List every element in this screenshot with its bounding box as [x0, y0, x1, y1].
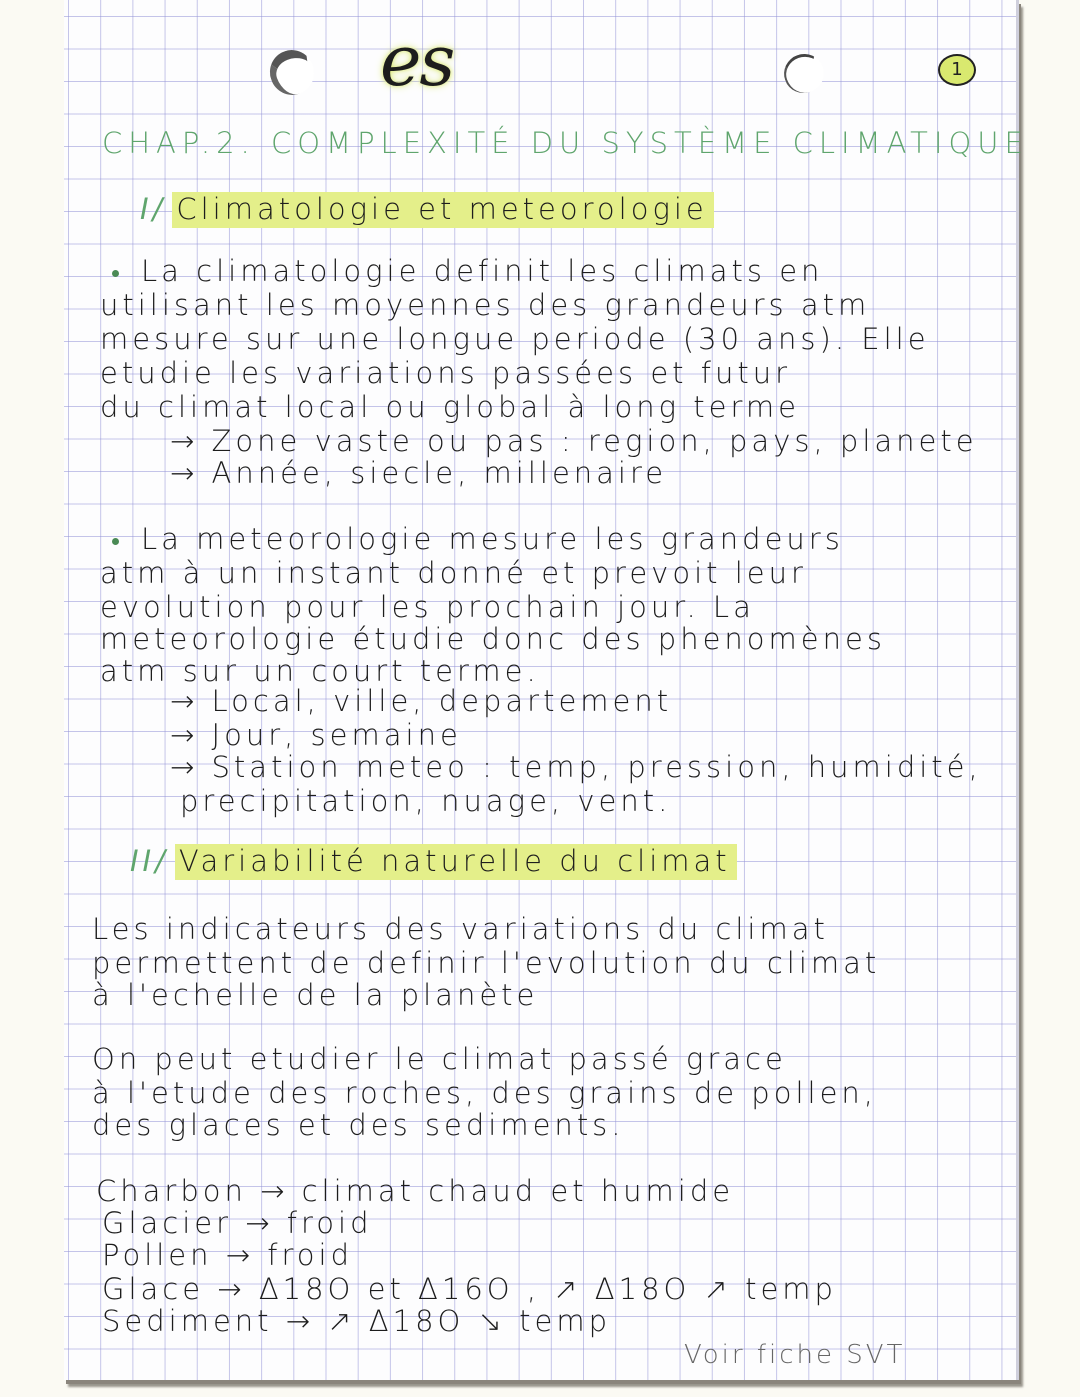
section1-heading: [140, 192, 714, 226]
indicator-line: Pollen → froid: [102, 1238, 353, 1272]
bullet-icon: [112, 538, 119, 545]
text-line: meteorologie étudie donc des phenomènes: [100, 622, 886, 656]
indicator-line: Glace → Δ18O et Δ16O , ↗ Δ18O ↗ temp: [102, 1272, 837, 1306]
page-number-badge: 1: [938, 54, 976, 86]
bullet-icon: [112, 270, 119, 277]
footnote: Voir fiche SVT: [684, 1340, 906, 1370]
text-line: du climat local ou global à long terme: [100, 390, 800, 424]
text-line: permettent de definir l'evolution du climat: [92, 946, 881, 980]
indicator-line: Charbon → climat chaud et humide: [96, 1174, 735, 1208]
text-line: Les indicateurs des variations du climat: [92, 912, 829, 946]
list-point: → Année, siecle, millenaire: [170, 456, 668, 490]
text-line: à l'etude des roches, des grains de pollen,: [92, 1076, 878, 1110]
indicator-line: Sediment → ↗ Δ18O ↘ temp: [102, 1304, 611, 1338]
text-line: atm à un instant donné et prevoit leur: [100, 556, 807, 590]
list-point: → Jour, semaine: [170, 718, 462, 752]
text-line: On peut etudier le climat passé grace: [92, 1042, 787, 1076]
binder-hole-right: [779, 48, 830, 98]
list-point: → Local, ville, departement: [170, 684, 673, 718]
list-point: → Station meteo : temp, pression, humidité,: [170, 750, 982, 784]
text-line: La climatologie definit les climats en: [112, 254, 823, 288]
text-line: des glaces et des sediments.: [92, 1108, 625, 1142]
list-point: → Zone vaste ou pas : region, pays, planete: [170, 424, 978, 458]
logo-es: es: [380, 20, 454, 102]
text-line: evolution pour les prochain jour. La: [100, 590, 755, 624]
text-line: etudie les variations passées et futur: [100, 356, 792, 390]
section2-heading-text: Variabilité naturelle du climat: [175, 844, 737, 880]
indicator-line: Glacier → froid: [102, 1206, 373, 1240]
section1-numeral: I/: [140, 192, 167, 226]
text-line: mesure sur une longue periode (30 ans). Elle: [100, 322, 930, 356]
text-line: à l'echelle de la planète: [92, 978, 539, 1012]
list-point-continued: precipitation, nuage, vent.: [180, 784, 672, 818]
chapter-title: CHAP.2. COMPLEXITÉ DU SYSTÈME CLIMATIQUE: [102, 126, 1029, 160]
section1-heading-text: Climatologie et meteorologie: [172, 192, 713, 228]
binder-hole-left: [264, 44, 321, 101]
text-line: La meteorologie mesure les grandeurs: [112, 522, 844, 556]
text-line: utilisant les moyennes des grandeurs atm: [100, 288, 871, 322]
section2-heading: [130, 844, 737, 878]
text-line: atm sur un court terme.: [100, 654, 540, 688]
section2-numeral: II/: [130, 844, 169, 878]
